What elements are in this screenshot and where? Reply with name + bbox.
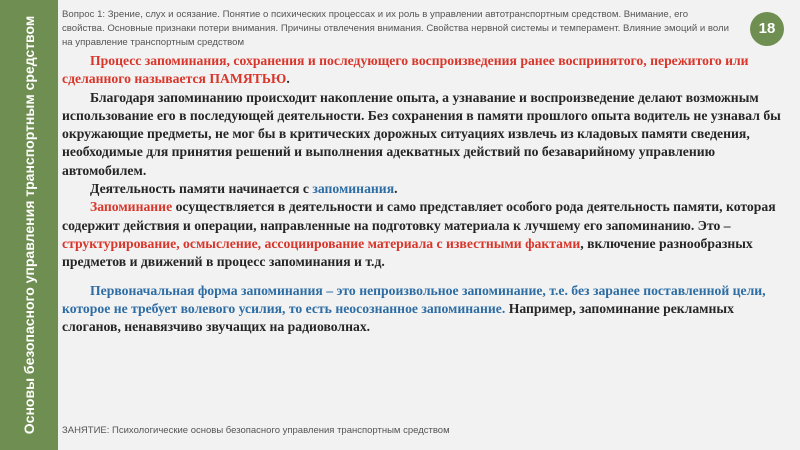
sidebar-title: Основы безопасного управления транспортным средством bbox=[21, 15, 37, 435]
paragraph-memorization bbox=[62, 198, 788, 271]
sidebar bbox=[0, 0, 58, 450]
memory-start-period: . bbox=[394, 181, 398, 197]
lesson-footer: ЗАНЯТИЕ: Психологические основы безопасного управления транспортным средством bbox=[62, 425, 450, 436]
memory-definition-text: Процесс запоминания, сохранения и последующего воспроизведения ранее воспринятого, пережитого или сделанного называется ПАМЯТЬЮ bbox=[62, 53, 749, 87]
memory-definition-period: . bbox=[286, 71, 290, 87]
memorization-text-1: осуществляется в деятельности и само представляет особого рода деятельность памяти, которая содержит действия и операции, направленные на подготовку материала к лучшему его запоминанию. Это – bbox=[62, 199, 776, 233]
memory-start-text: Деятельность памяти начинается с bbox=[90, 181, 313, 197]
paragraph-experience: Благодаря запоминанию происходит накопление опыта, а узнавание и воспроизведение делают возможным использование его в последующей деятельности. Без сохранения в памяти прошлого опыта водитель не узнавал бы окружающие предметы, не мог бы в критических дорожных ситуациях извлечь из кладовых памяти сведения, необходимые для принятия решений и выполнения адекватных действий по безаварийному управлению автомобилем. bbox=[62, 89, 781, 178]
paragraph-involuntary bbox=[62, 282, 788, 337]
involuntary-memorization-text: Первоначальная форма запоминания – это непроизвольное запоминание, т.е. без заранее поставленной цели, которое не требует волевого усилия, то есть неосознанное запоминание. bbox=[62, 282, 766, 316]
involuntary-example-text: Например, запоминание рекламных слоганов, ненавязчиво звучащих на радиоволнах. bbox=[62, 300, 734, 335]
question-header: Вопрос 1: Зрение, слух и осязание. Понятие о психических процессах и их роль в управлении автотранспортным средством. Внимание, его свойства. Основные признаки потери внимания. Причины отвлечения внимания. Свойства нервной системы и темперамент. Влияние эмоций и воли на управление транспортным средством bbox=[62, 9, 729, 48]
content-body bbox=[62, 52, 788, 336]
memorization-text-2: , включение разнообразных предметов и движений в процесс запоминания и т.д. bbox=[62, 235, 753, 270]
memorization-title-term: Запоминание bbox=[90, 199, 173, 215]
paragraph-memory-start bbox=[62, 180, 788, 198]
memorization-methods-terms: структурирование, осмысление, ассоциирование материала с известными фактами bbox=[62, 235, 581, 251]
slide-number-badge: 18 bbox=[750, 12, 784, 46]
paragraph-memory-definition bbox=[62, 52, 788, 89]
memorization-term: запоминания bbox=[312, 181, 395, 197]
